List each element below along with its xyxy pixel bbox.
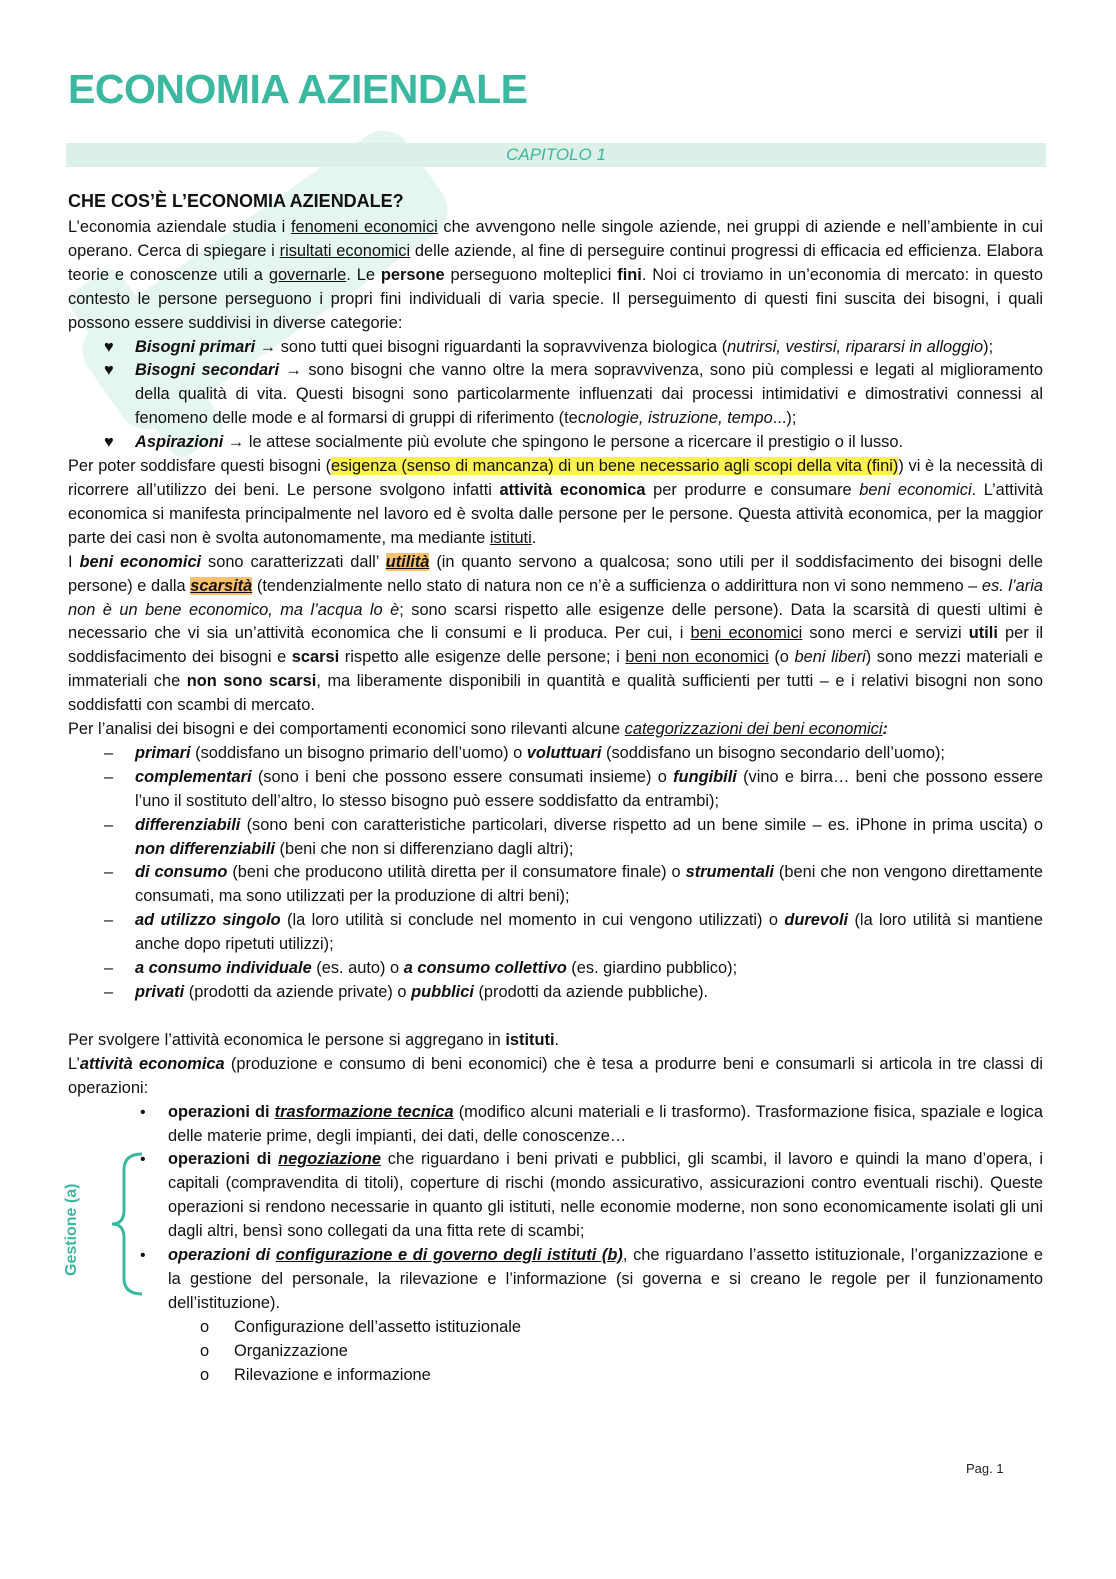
dash-bullet: – xyxy=(104,815,114,834)
heart-bullet-icon: ♥ xyxy=(104,361,114,380)
list-item: o Rilevazione e informazione xyxy=(68,1364,1043,1388)
circle-bullet: o xyxy=(200,1365,210,1384)
list-item: • operazioni di negoziazione che riguardano i beni privati e pubblici, gli scambi, il lavoro e quindi la mano d’opera, i capitali (compravendita di titoli), coperture di rischi (mondo assicurativo, assicurazioni contro eventuali rischi). Queste operazioni si rendono necessarie in quanto gli istituti, nelle economie moderne, non sono economicamente isolati gli uni dagli altri, bensì sono collegati da una fitta rete di scambi; xyxy=(140,1150,1043,1241)
categories-list xyxy=(68,742,1043,1005)
list-item: • operazioni di configurazione e di governo degli istituti (b), che riguardano l’assetto istituzionale, l’organizzazione e la gestione del personale, la rilevazione e l’informazione (si governa e si creano le regole per il funzionamento dell’istituzione). xyxy=(140,1246,1044,1312)
intro-paragraph: L’economia aziendale studia i fenomeni economici che avvengono nelle singole aziende, nei gruppi di aziende e nell’ambiente in cui operano. Cerca di spiegare i risultati economici delle aziende, al fine di perseguire continui progressi di efficacia ed efficienza. Elabora teorie e conoscenze utili a governarle. Le persone perseguono molteplici fini. Noi ci troviamo in un’economia di mercato: in questo contesto le persone perseguono i propri fini individuali di varia specie. Il perseguimento di questi fini suscita dei bisogni, i quali possono essere suddivisi in diverse categorie: xyxy=(68,218,1043,332)
heart-bullet-icon: ♥ xyxy=(104,433,114,452)
paragraph-needs-goods: Per poter soddisfare questi bisogni (esigenza (senso di mancanza) di un bene necessario agli scopi della vita (fini)) vi è la necessità di ricorrere all’utilizzo dei beni. Le persone svolgono infatti attività economica per produrre e consumare beni economici. L’attività economica si manifesta principalmente nel lavoro ed è svolta dalle persone per le persone. Questa attività economica, per la maggior parte dei casi non è svolta autonomamente, ma mediante istituti. xyxy=(68,457,1043,547)
dot-bullet: • xyxy=(140,1247,146,1265)
chapter-bar xyxy=(66,143,1046,167)
page-number: Pag. 1 xyxy=(966,1461,1004,1476)
heart-bullet-icon: ♥ xyxy=(104,337,114,356)
dash-bullet: – xyxy=(104,983,114,1001)
list-item: – differenziabili (sono beni con caratteristiche particolari, diverse rispetto ad un bene simile – es. iPhone in prima uscita) o non differenziabili (beni che non si differenziano dagli altri); xyxy=(104,815,1043,858)
list-item: ♥ Bisogni secondari → sono bisogni che vanno oltre la mera sopravvivenza, sono più complessi e legati al miglioramento della qualità di vita. Questi bisogni sono particolarmente influenzati dai processi intimidativi e dimostrativi connessi al fenomeno delle mode e al formarsi di gruppi di riferimento (tecnologie, istruzione, tempo...); xyxy=(104,361,1043,428)
operations-list xyxy=(68,1101,1043,1316)
needs-list xyxy=(68,336,1043,456)
circle-bullet: o xyxy=(200,1341,210,1360)
curly-brace-icon xyxy=(108,1150,148,1298)
list-item: ♥ Aspirazioni → le attese socialmente più evolute che spingono le persone a ricercare il prestigio o il lusso. xyxy=(68,431,1043,455)
document-body xyxy=(68,188,1043,1388)
dot-bullet: • xyxy=(140,1103,146,1121)
circle-bullet: o xyxy=(200,1317,210,1336)
spacer xyxy=(68,1005,1043,1029)
dash-bullet: – xyxy=(104,743,114,762)
list-item: – complementari (sono i beni che possono essere consumati insieme) o fungibili (vino e birra… beni che possono essere l’uno il sostituto dell’altro, lo stesso bisogno può essere soddisfatto da entrambi); xyxy=(104,767,1043,810)
dash-bullet: – xyxy=(104,767,114,786)
paragraph-economic-goods: I beni economici sono caratterizzati dall’ utilità (in quanto servono a qualcosa; sono utili per il soddisfacimento dei bisogni delle persone) e dalla scarsità (tendenzialmente nello stato di natura non ce n’è a sufficienza o addirittura non vi sono nemmeno – es. l’aria non è un bene economico, ma l’acqua lo è; sono scarsi rispetto alle esigenze delle persone). Data la scarsità di questi ultimi è necessario che vi sia un’attività economica che li consumi e li produca. Per cui, i beni economici sono merci e servizi utili per il soddisfacimento dei bisogni e scarsi rispetto alle esigenze delle persone; i beni non economici (o beni liberi) sono mezzi materiali e immateriali che non sono scarsi, ma liberamente disponibili in quantità e qualità sufficienti per tutti – e i relativi bisogni non sono soddisfatti con scambi di mercato. xyxy=(68,552,1044,715)
section-heading: CHE COS’È L’ECONOMIA AZIENDALE? xyxy=(68,191,404,211)
dash-bullet: – xyxy=(104,911,114,930)
list-item: – primari (soddisfano un bisogno primario dell’uomo) o voluttuari (soddisfano un bisogno secondario dell’uomo); xyxy=(68,742,1043,766)
paragraph-economic-activity: L’attività economica (produzione e consumo di beni economici) che è tesa a produrre beni e consumarli si articola in tre classi di operazioni: xyxy=(68,1054,1043,1097)
dot-bullet: • xyxy=(140,1151,146,1169)
list-item: • operazioni di trasformazione tecnica (modifico alcuni materiali e li trasformo). Trasformazione fisica, spaziale e logica delle materie prime, degli impianti, dei dati, delle conoscenze… xyxy=(140,1102,1043,1145)
dash-bullet: – xyxy=(104,863,114,882)
side-label-gestione xyxy=(54,1180,86,1280)
dash-bullet: – xyxy=(104,959,114,978)
list-item: – a consumo individuale (es. auto) o a consumo collettivo (es. giardino pubblico); xyxy=(68,957,1043,981)
side-label-text: Gestione (a) xyxy=(63,1183,80,1276)
list-item: – ad utilizzo singolo (la loro utilità si conclude nel momento in cui vengono utilizzati) o durevoli (la loro utilità si mantiene anche dopo ripetuti utilizzi); xyxy=(104,911,1044,954)
list-item: – privati (prodotti da aziende private) o pubblici (prodotti da aziende pubbliche). xyxy=(68,981,1043,1005)
list-item: o Organizzazione xyxy=(68,1340,1043,1364)
list-item: o Configurazione dell’assetto istituzionale xyxy=(68,1316,1043,1340)
chapter-label: CAPITOLO 1 xyxy=(506,145,606,164)
sub-items-list xyxy=(68,1316,1043,1388)
list-item: – di consumo (beni che producono utilità diretta per il consumatore finale) o strumentali (beni che non vengono direttamente consumati, ma sono utilizzati per la produzione di altri beni); xyxy=(104,863,1043,906)
list-item: ♥ Bisogni primari → sono tutti quei bisogni riguardanti la sopravvivenza biologica (nutrirsi, vestirsi, ripararsi in alloggio); xyxy=(68,336,1043,360)
document-title: ECONOMIA AZIENDALE xyxy=(68,66,528,112)
paragraph-institutes: Per svolgere l’attività economica le persone si aggregano in istituti. xyxy=(68,1030,560,1049)
paragraph-categorizations: Per l’analisi dei bisogni e dei comportamenti economici sono rilevanti alcune categorizzazioni dei beni economici: xyxy=(68,720,888,739)
